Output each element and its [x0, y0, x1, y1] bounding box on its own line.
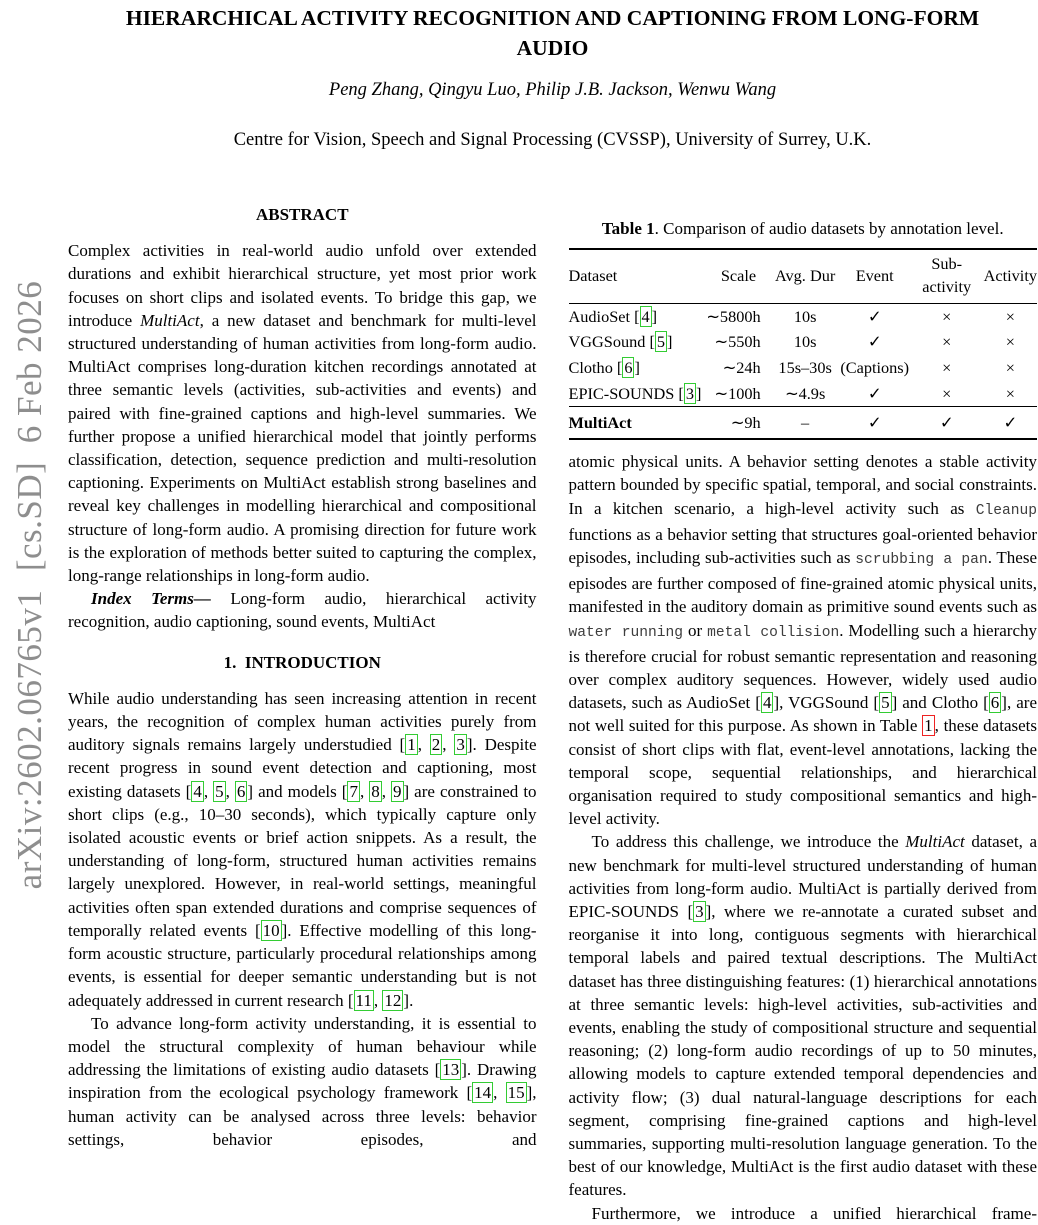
text-segment: ], are not well suited for this purpose. As shown in Table [568, 693, 1037, 736]
abstract-heading: ABSTRACT [255, 205, 349, 224]
page-content [68, 0, 1037, 1225]
table-cell: ∼4.9s [784, 383, 826, 403]
table-cell: ✓ [867, 332, 882, 352]
table-cell: × [942, 383, 952, 403]
citation-link[interactable]: 15 [507, 1083, 525, 1103]
citation-link[interactable]: 10 [262, 920, 280, 940]
text-segment: , [442, 735, 455, 755]
citation-link[interactable]: 8 [371, 781, 380, 801]
dataset-name-cell: Clotho [ 6 ] [568, 357, 640, 377]
citation-link[interactable]: 7 [349, 781, 358, 801]
text-segment: MultiAct [140, 310, 200, 330]
abstract-paragraph [68, 239, 537, 587]
right-paragraph-2 [569, 830, 1038, 1201]
dataset-name: EPIC-SOUNDS [568, 383, 675, 403]
citation-link[interactable]: 6 [624, 357, 633, 377]
table-cell: ✓ [867, 412, 882, 432]
text-segment: To advance long-form activity understanding, it is essential to model the structural complexity of human behaviour while addressing the limitations of existing audio datasets [ [68, 1013, 537, 1080]
text-segment: , [359, 781, 370, 801]
dataset-name-cell [569, 406, 707, 439]
text-segment: or [683, 620, 708, 640]
table-cell: ∼5800h [706, 306, 761, 326]
text-segment: Complex activities in real-world audio unfold over extended durations and exhibit hierarchical structure, yet most prior work focuses on short clips and isolated events. To bridge this gap, we introduce [68, 241, 537, 330]
table-row [569, 355, 1038, 381]
citation-link[interactable]: 5 [656, 332, 666, 352]
text-segment: While audio understanding has seen increasing attention in recent years, the recognition of complex human activities purely from auditory signals remains largely understudied [ [68, 688, 537, 755]
text-segment: Index Terms— [91, 589, 211, 609]
citation-link[interactable]: 11 [355, 990, 372, 1010]
text-segment: , [417, 735, 430, 755]
table-row [569, 406, 1038, 439]
paper-title-line-2: AUDIO [516, 36, 589, 60]
table-cell: 15s–30s [778, 357, 832, 377]
text-segment: ]. Drawing inspiration from the ecological psychology framework [ [68, 1060, 537, 1103]
table-ref-link[interactable]: 1 [924, 716, 933, 736]
table-cell: ∼100h [714, 383, 761, 403]
table-cell: × [1005, 306, 1015, 326]
citation-link[interactable]: 9 [393, 781, 402, 801]
table-cell: ∼24h [722, 357, 761, 377]
text-segment: , [203, 781, 214, 801]
table-cell: ∼550h [714, 332, 761, 352]
affiliation: Centre for Vision, Speech and Signal Processing (CVSSP), University of Surrey, U.K. [233, 130, 872, 150]
text-segment: , a new dataset and benchmark for multi-level structured understanding of human activities from long-form audio. MultiAct comprises long-duration kitchen recordings annotated at three semantic levels (activities, sub-activities and events) and paired with fine-grained captions and high-level summaries. We further propose a unified hierarchical model that jointly performs classification, detection, sequence prediction and multi-resolution captioning. Experiments on MultiAct establish strong baselines and reveal key challenges in modelling hierarchical and compositional structure of long-form audio. A promising direction for future work is the exploration of methods better suited to capturing the complex, long-range relationships in long-form audio. [68, 310, 537, 586]
table-cell: (Captions) [840, 357, 910, 377]
dataset-name-cell: AudioSet [ 4 ] [568, 306, 658, 326]
citation-link[interactable]: 4 [193, 781, 202, 801]
citation-link[interactable]: 4 [762, 693, 772, 713]
authors: Peng Zhang, Qingyu Luo, Philip J.B. Jackson, Wenwu Wang [328, 80, 777, 100]
text-segment: ], where we re-annotate a curated subset and reorganise it into long, contiguous segments with hierarchical temporal labels and paired textual descriptions. The MultiAct dataset has three distinguishing features: (1) hierarchical annotations at three semantic levels: high-level activities, sub-activities and events, enabling the study of compositional structure and sequential reasoning; (2) long-form audio recordings of up to 50 minutes, allowing models to capture extended temporal dependencies and activity flow; (3) dual natural-language descriptions for each segment, comprising fine-grained captions and high-level summaries, supporting multi-resolution language generation. To the best of our knowledge, MultiAct is the first audio dataset with these features. [568, 901, 1037, 1200]
dataset-name: MultiAct [568, 412, 632, 432]
text-segment: . Modelling such a hierarchy is therefore crucial for robust semantic representation and reasoning over complex auditory sequences. However, widely used audio datasets, such as AudioSet [ [568, 620, 1037, 713]
citation-link[interactable]: 1 [407, 735, 416, 755]
citation-link[interactable]: 5 [881, 693, 890, 713]
section-heading-introduction: 1. INTRODUCTION [223, 652, 381, 672]
citation-link[interactable]: 12 [384, 990, 402, 1010]
citation-link[interactable]: 6 [990, 693, 1000, 713]
table-cell: ✓ [867, 383, 882, 403]
table-cell: × [942, 306, 952, 326]
dataset-name-cell: VGGSound [ 5 ] [568, 332, 673, 352]
text-segment: ] and models [ [247, 781, 348, 801]
citation-link[interactable]: 2 [431, 735, 441, 755]
table-row [569, 380, 1038, 406]
table-cell: ✓ [939, 412, 954, 432]
table-cell: ✓ [1003, 412, 1018, 432]
text-segment: To address this challenge, we introduce the [591, 832, 906, 852]
text-segment: . These episodes are further composed of fine-grained atomic physical units, manifested in the auditory domain as primitive sound events such as [568, 547, 1037, 617]
table-1-caption [569, 203, 1038, 248]
text-segment: ] and Clotho [ [891, 693, 989, 713]
text-segment: ] are constrained to short clips (e.g., 10–30 seconds), which typically capture only isolated acoustic events or brief action snippets. As a result, the understanding of long-form, structured human activities remains largely unexplored. However, in real-world settings, meaningful activities often span extended durations and comprise sequences of temporally related events [ [68, 781, 537, 940]
table-cell: × [942, 332, 952, 352]
table-caption-text: . Comparison of audio datasets by annotation level. [654, 219, 1004, 238]
citation-link[interactable]: 13 [442, 1060, 460, 1080]
text-segment: , [373, 990, 383, 1010]
column-header: Sub-activity [910, 249, 984, 303]
intro-paragraph-1 [68, 687, 537, 1012]
table-cell: ✓ [867, 306, 882, 326]
datasets-table-body [569, 303, 1038, 439]
table-cell: – [801, 412, 810, 432]
text-segment: , [225, 781, 235, 801]
table-cell: ∼9h [730, 412, 761, 432]
citation-link[interactable]: 6 [236, 781, 246, 801]
text-segment: ], human activity can be analysed across three levels: behavior settings, behavior episodes, and [68, 1083, 537, 1149]
inline-code: scrubbing a pan [855, 551, 988, 568]
citation-link[interactable]: 5 [215, 781, 224, 801]
dataset-name: Clotho [568, 357, 613, 377]
dataset-name: VGGSound [568, 332, 646, 352]
text-segment: , these datasets consist of short clips with flat, event-level annotations, lacking the temporal scope, sequential relationships, and hierarchical organisation required to study compositional semantics and high-level activity. [568, 716, 1037, 829]
table-caption-label: Table 1 [601, 219, 655, 238]
index-terms [68, 587, 537, 633]
text-segment: Long-form audio, hierarchical activity recognition, audio captioning, sound events, MultiAct [68, 589, 537, 632]
text-segment: ], VGGSound [ [773, 693, 880, 713]
inline-code: Cleanup [975, 502, 1037, 519]
text-segment: ]. Despite recent progress in sound event detection and captioning, most existing datasets [ [68, 735, 537, 801]
table-cell: × [1005, 332, 1015, 352]
text-segment: atomic physical units. A behavior setting denotes a stable activity pattern bounded by specific spatial, temporal, and social constraints. In a kitchen scenario, a high-level activity such as [568, 452, 1037, 518]
citation-link[interactable]: 3 [695, 901, 704, 921]
citation-link[interactable]: 4 [641, 306, 650, 326]
text-segment: , [381, 781, 391, 801]
text-segment: , [493, 1083, 506, 1103]
column-header: Activity [984, 249, 1037, 303]
two-column-body [68, 203, 1037, 1225]
table-cell: × [1005, 357, 1015, 377]
table-cell: 10s [793, 332, 817, 352]
text-segment: ]. Effective modelling of this long-form acoustic structure, particularly procedural relationships among events, is essential for deeper semantic understanding but is not adequately addressed in current research [ [68, 920, 537, 1010]
inline-code: metal collision [707, 624, 840, 641]
citation-link[interactable]: 3 [456, 735, 465, 755]
paper-title [68, 0, 1037, 63]
dataset-name-cell: EPIC-SOUNDS [ 3 ] [568, 383, 702, 403]
right-paragraph-3 [569, 1202, 1038, 1225]
datasets-table-header-row [569, 249, 1038, 303]
right-paragraph-1 [569, 450, 1038, 830]
intro-paragraph-2 [68, 1012, 537, 1151]
table-row [569, 303, 1038, 329]
table-cell: × [1005, 383, 1015, 403]
citation-link[interactable]: 14 [474, 1083, 492, 1103]
paper-title-line-1: HIERARCHICAL ACTIVITY RECOGNITION AND CAPTIONING FROM LONG-FORM [125, 6, 980, 30]
dataset-name: AudioSet [568, 306, 631, 326]
text-segment: functions as a behavior setting that structures goal-oriented behavior episodes, including sub-activities such as [568, 524, 1037, 567]
text-segment: MultiAct [905, 832, 965, 852]
inline-code: water running [568, 624, 684, 641]
column-header: Event [840, 249, 910, 303]
text-segment: dataset, a new benchmark for multi-level structured understanding of human activities from long-form audio. MultiAct is partially derived from EPIC-SOUNDS [ [568, 832, 1037, 921]
column-header: Dataset [569, 249, 707, 303]
text-segment: Furthermore, we introduce a unified hierarchical frame- [591, 1203, 1037, 1223]
text-segment: ]. [403, 990, 414, 1010]
column-header: Avg. Dur [771, 249, 840, 303]
table-cell: 10s [793, 306, 817, 326]
left-column [68, 203, 537, 1225]
citation-link[interactable]: 3 [685, 383, 694, 403]
right-column [569, 203, 1038, 1225]
datasets-comparison-table [569, 248, 1038, 440]
table-cell: × [942, 357, 952, 377]
column-header: Scale [706, 249, 770, 303]
table-row [569, 329, 1038, 355]
arxiv-watermark: arXiv:2602.06765v1 [cs.SD] 6 Feb 2026 [10, 280, 49, 890]
